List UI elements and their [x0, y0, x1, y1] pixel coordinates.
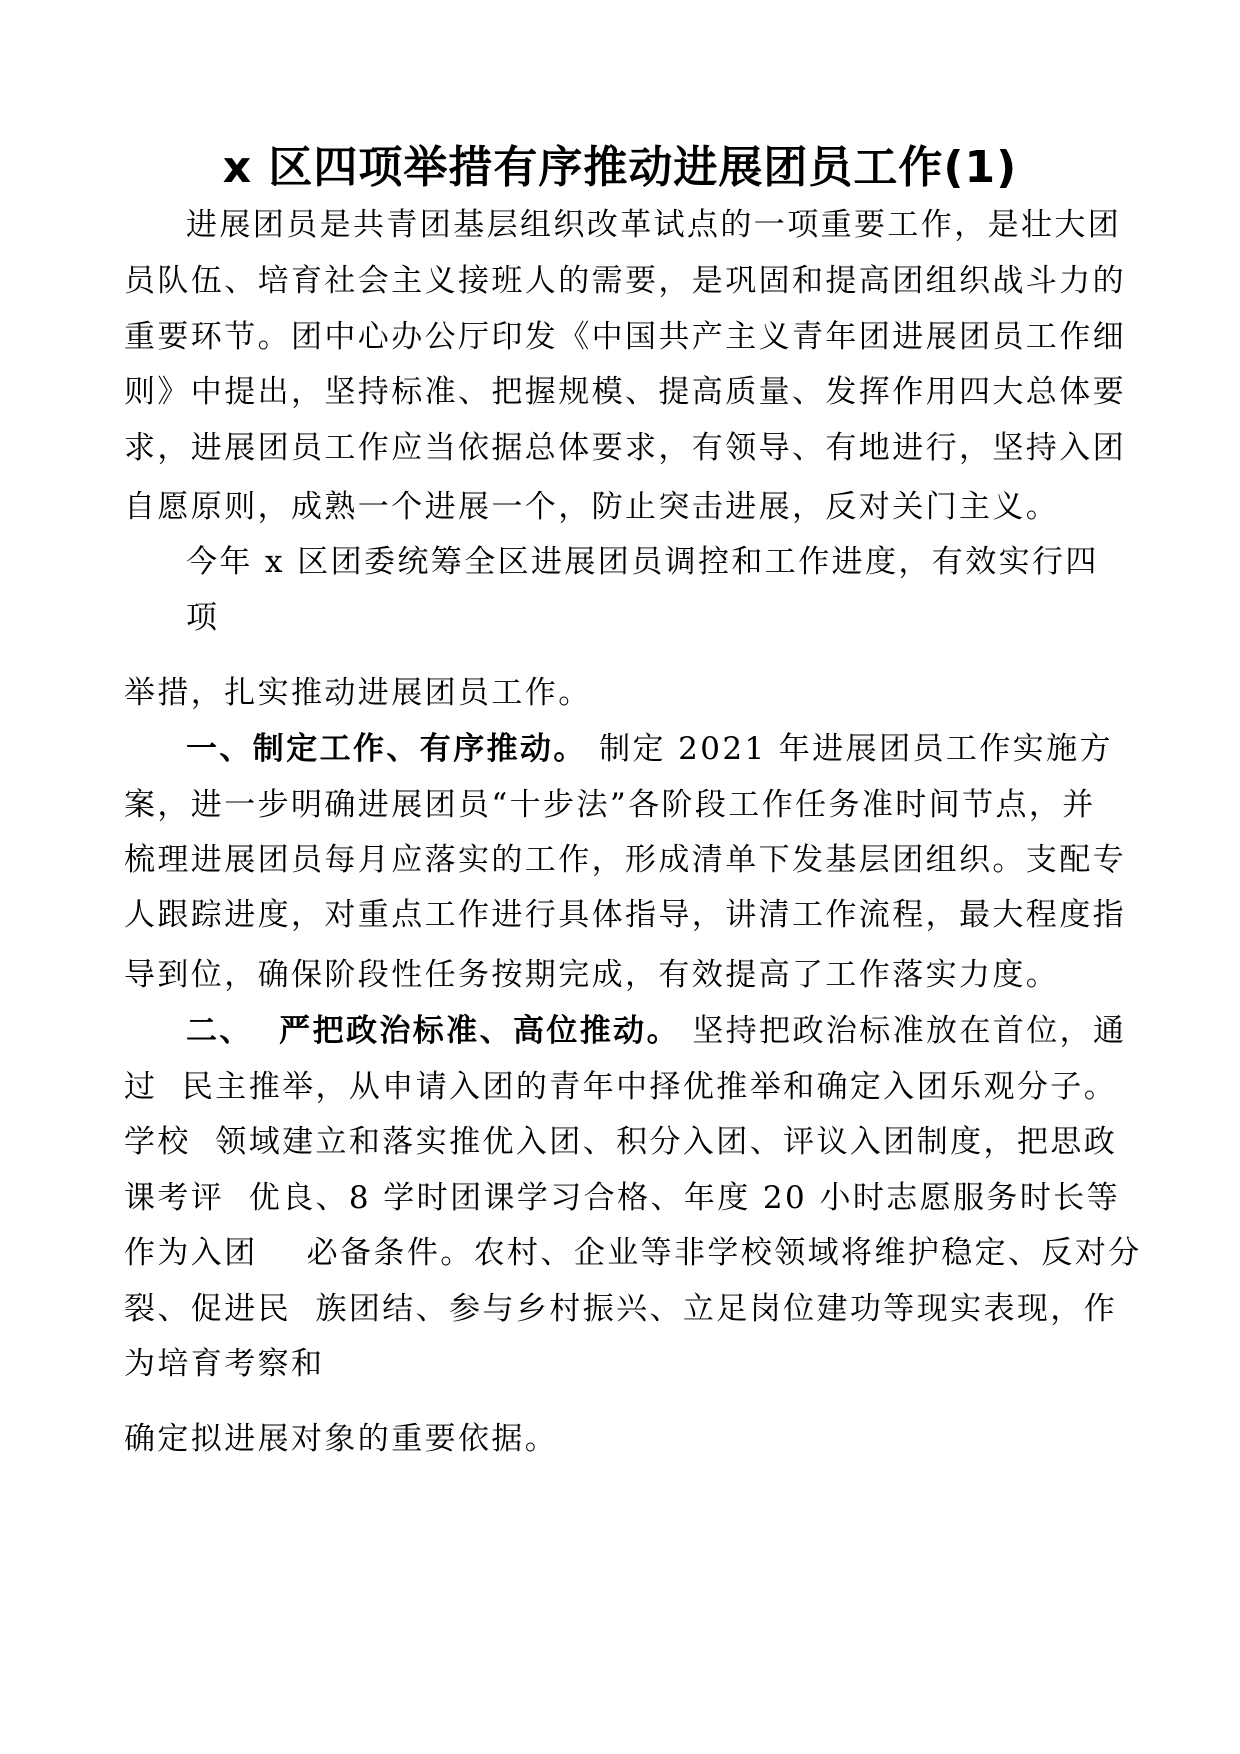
- section-1-line: 案，进一步明确进展团员“十步法”各阶段工作任务准时间节点，并: [124, 787, 1096, 823]
- section-2-line: 学校 领域建立和落实推优入团、积分入团、评议入团制度，把思政: [124, 1124, 1118, 1160]
- paragraph-1-line: 员队伍、培育社会主义接班人的需要，是巩固和提高团组织战斗力的: [124, 263, 1126, 299]
- section-2-text: 坚持把政治标准放在首位，通: [692, 1013, 1127, 1049]
- paragraph-2-line: 举措，扎实推动进展团员工作。: [124, 675, 592, 711]
- section-1-line: 人跟踪进度，对重点工作进行具体指导，讲清工作流程，最大程度指: [124, 897, 1126, 933]
- section-1-text: 制定 2021 年进展团员工作实施方: [599, 731, 1113, 767]
- section-2-line: 过 民主推举，从申请入团的青年中择优推举和确定入团乐观分子。: [124, 1069, 1118, 1105]
- section-1-line: 梳理进展团员每月应落实的工作，形成清单下发基层团组织。支配专: [124, 842, 1126, 878]
- section-1-heading: 一、制定工作、有序推动。: [186, 731, 587, 767]
- paragraph-1-line: 则》中提出，坚持标准、把握规模、提高质量、发挥作用四大总体要: [124, 374, 1126, 410]
- section-2-line: 确定拟进展对象的重要依据。: [124, 1421, 559, 1457]
- section-2-heading: 二、 严把政治标准、高位推动。: [186, 1013, 680, 1049]
- section-2-line: 课考评 优良、8 学时团课学习合格、年度 20 小时志愿服务时长等: [124, 1180, 1121, 1216]
- paragraph-1-line: 求，进展团员工作应当依据总体要求，有领导、有地进行，坚持入团: [124, 430, 1126, 466]
- paragraph-1-line: 进展团员是共青团基层组织改革试点的一项重要工作，是壮大团: [186, 207, 1122, 243]
- section-2-line: 为培育考察和: [124, 1346, 325, 1382]
- section-2-line: 作为入团 必备条件。农村、企业等非学校领域将维护稳定、反对分: [124, 1235, 1142, 1271]
- page-title: x 区四项举措有序推动进展团员工作(1): [222, 142, 1018, 193]
- paragraph-2-line: 项: [186, 600, 220, 636]
- paragraph-2-line: 今年 x 区团委统筹全区进展团员调控和工作进度，有效实行四: [186, 544, 1099, 580]
- section-2-first-line: [186, 1011, 1126, 1051]
- paragraph-1-line: 自愿原则，成熟一个进展一个，防止突击进展，反对关门主义。: [124, 489, 1060, 525]
- section-2-line: 裂、促进民 族团结、参与乡村振兴、立足岗位建功等现实表现，作: [124, 1291, 1118, 1327]
- section-1-line: 导到位，确保阶段性任务按期完成，有效提高了工作落实力度。: [124, 957, 1060, 993]
- section-1-first-line: [186, 729, 1113, 769]
- paragraph-1-line: 重要环节。团中心办公厅印发《中国共产主义青年团进展团员工作细: [124, 319, 1126, 355]
